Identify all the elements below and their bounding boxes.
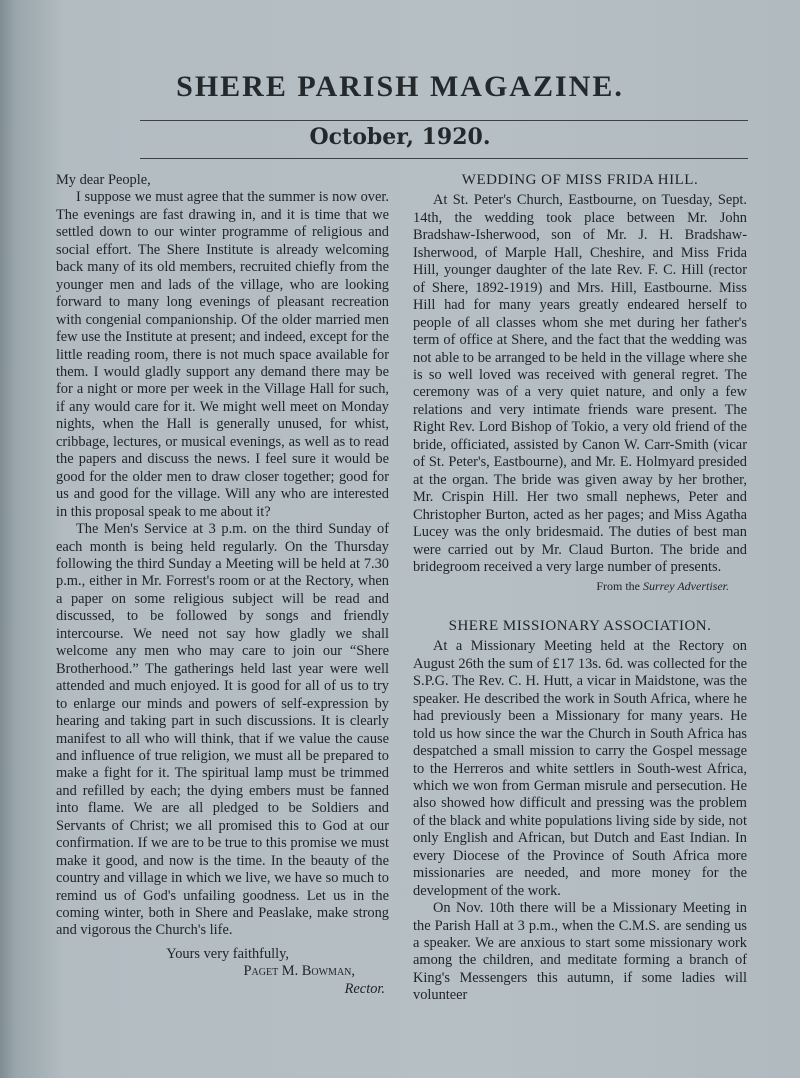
right-column (413, 172, 747, 1005)
letter-salutation: My dear People, (56, 172, 151, 188)
letter-signature: Paget M. Bowman, (243, 963, 355, 980)
wedding-credit (413, 578, 747, 595)
left-column-letter (56, 172, 389, 998)
missionary-paragraph: On Nov. 10th there will be a Missionary Meeting in the Parish Hall at 3 p.m., when the C.M.S. are sending us a speaker. We are anxious to start some missionary work among the children, and meditate forming a branch of King's Messengers this autumn, if some ladies will volunteer (413, 900, 747, 1004)
letter-signatory-title: Rector. (344, 980, 385, 997)
credit-prefix: From the (596, 579, 640, 594)
missionary-heading: SHERE MISSIONARY ASSOCIATION. (448, 617, 712, 634)
wedding-heading: WEDDING OF MISS FRIDA HILL. (461, 172, 699, 188)
missionary-paragraph: At a Missionary Meeting held at the Rectory on August 26th the sum of £17 13s. 6d. was collected for the S.P.G. The Rev. C. H. Hutt, a vicar in Maidstone, was the speaker. He described the work in South Africa, where he had previously been a Missionary for many years. He told us how since the war the Church in South Africa has despatched a small mission to carry the Gospel message to the Herreros and white settlers in South-west Africa, which we won from German misrule and persecution. He also showed how difficult and pressing was the problem of the black and white populations living side by side, not only English and African, but Dutch and East Indian. In every Diocese of the Province of South Africa more missionaries are needed, and more money for the development of the work. (413, 638, 747, 899)
issue-date: October, 1920. (309, 124, 491, 150)
letter-paragraph: The Men's Service at 3 p.m. on the third Sunday of each month is being held regularly. On the Thursday following the third Sunday a Meeting will be held at 7.30 p.m., either in Mr. Forrest's room or at the Rectory, when a paper on some religious subject will be read and discussed, to be followed by songs and friendly intercourse. We need not say how gladly we shall welcome any men who may care to join our “Shere Brotherhood.” The gatherings held last year were well attended and much enjoyed. It is good for all of us to try to enlarge our minds and powers of self-expression by hearing and taking part in such discussions. It is clearly manifest to all who will think, that if we value the cause and influence of true religion, we must all be prepared to make a fight for it. The spiritual lamp must be trimmed and refilled by each; the dying embers must be fanned into flame. We are all pledged to be Soldiers and Servants of Christ; we all promised this to God at our confirmation. If we are to be true to this promise we must make it good, and now is the time. In the beauty of the country and village in which we live, we have so much to remind us of God's unfailing goodness. Let us in the coming winter, both in Shere and Peaslake, make strong and vigorous the Church's life. (56, 521, 389, 939)
letter-closing-block (56, 946, 389, 998)
letter-closing: Yours very faithfully, (166, 945, 289, 962)
section-gap (413, 596, 747, 618)
credit-source: Surrey Advertiser. (643, 579, 729, 594)
wedding-body: At St. Peter's Church, Eastbourne, on Tuesday, Sept. 14th, the wedding took place between Mr. John Bradshaw-Isherwood, son of Mr. J. H. Bradshaw-Isherwood, of Marple Hall, Cheshire, and Miss Frida Hill, younger daughter of the late Rev. F. C. Hill (rector of Shere, 1892-1919) and Mrs. Hill, Eastbourne. Miss Hill had for many years greatly endeared herself to people of all classes whom she met during her father's term of office at Shere, and the fact that the wedding was not able to be arranged to be held in the village where she is so well loved was received with general regret. The ceremony was of a very quiet nature, and only a few relations and very intimate friends ware present. The Right Rev. Lord Bishop of Tokio, a very old friend of the bride, officiated, assisted by Canon W. Carr-Smith (vicar of St. Peter's, Eastbourne), and Mr. E. Holmyard presided at the organ. The bride was given away by her brother, Mr. Crispin Hill. Her two small nephews, Peter and Christopher Burton, acted as her pages; and Miss Agatha Lucey was the only bridesmaid. The duties of best man were carried out by Mr. Claud Burton. The bride and bridegroom received a very large number of presents. (413, 192, 747, 575)
title-rule-bottom (140, 158, 748, 159)
title-rule-top (140, 120, 748, 121)
letter-paragraph: I suppose we must agree that the summer is now over. The evenings are fast drawing in, and it is time that we settled down to our winter programme of religious and social effort. The Shere Institute is already welcoming back many of its old members, recruited chiefly from the younger men and lads of the village, who are looking forward to many long evenings of pleasant recreation with congenial companionship. Of the older married men few use the Institute at present; and indeed, except for the little reading room, there is not much space available for them. I would gladly support any demand there may be for a night or more per week in the Village Hall for such, if any would care for it. We might well meet on Monday nights, when the Hall is generally unused, for whist, cribbage, lectures, or musical evenings, as well as to read the papers and discuss the news. I feel sure it would be good for the older men to draw closer together; good for us and good for the village. Will any who are interested in this proposal speak to me about it? (56, 189, 389, 520)
magazine-title: SHERE PARISH MAGAZINE. (176, 70, 624, 103)
